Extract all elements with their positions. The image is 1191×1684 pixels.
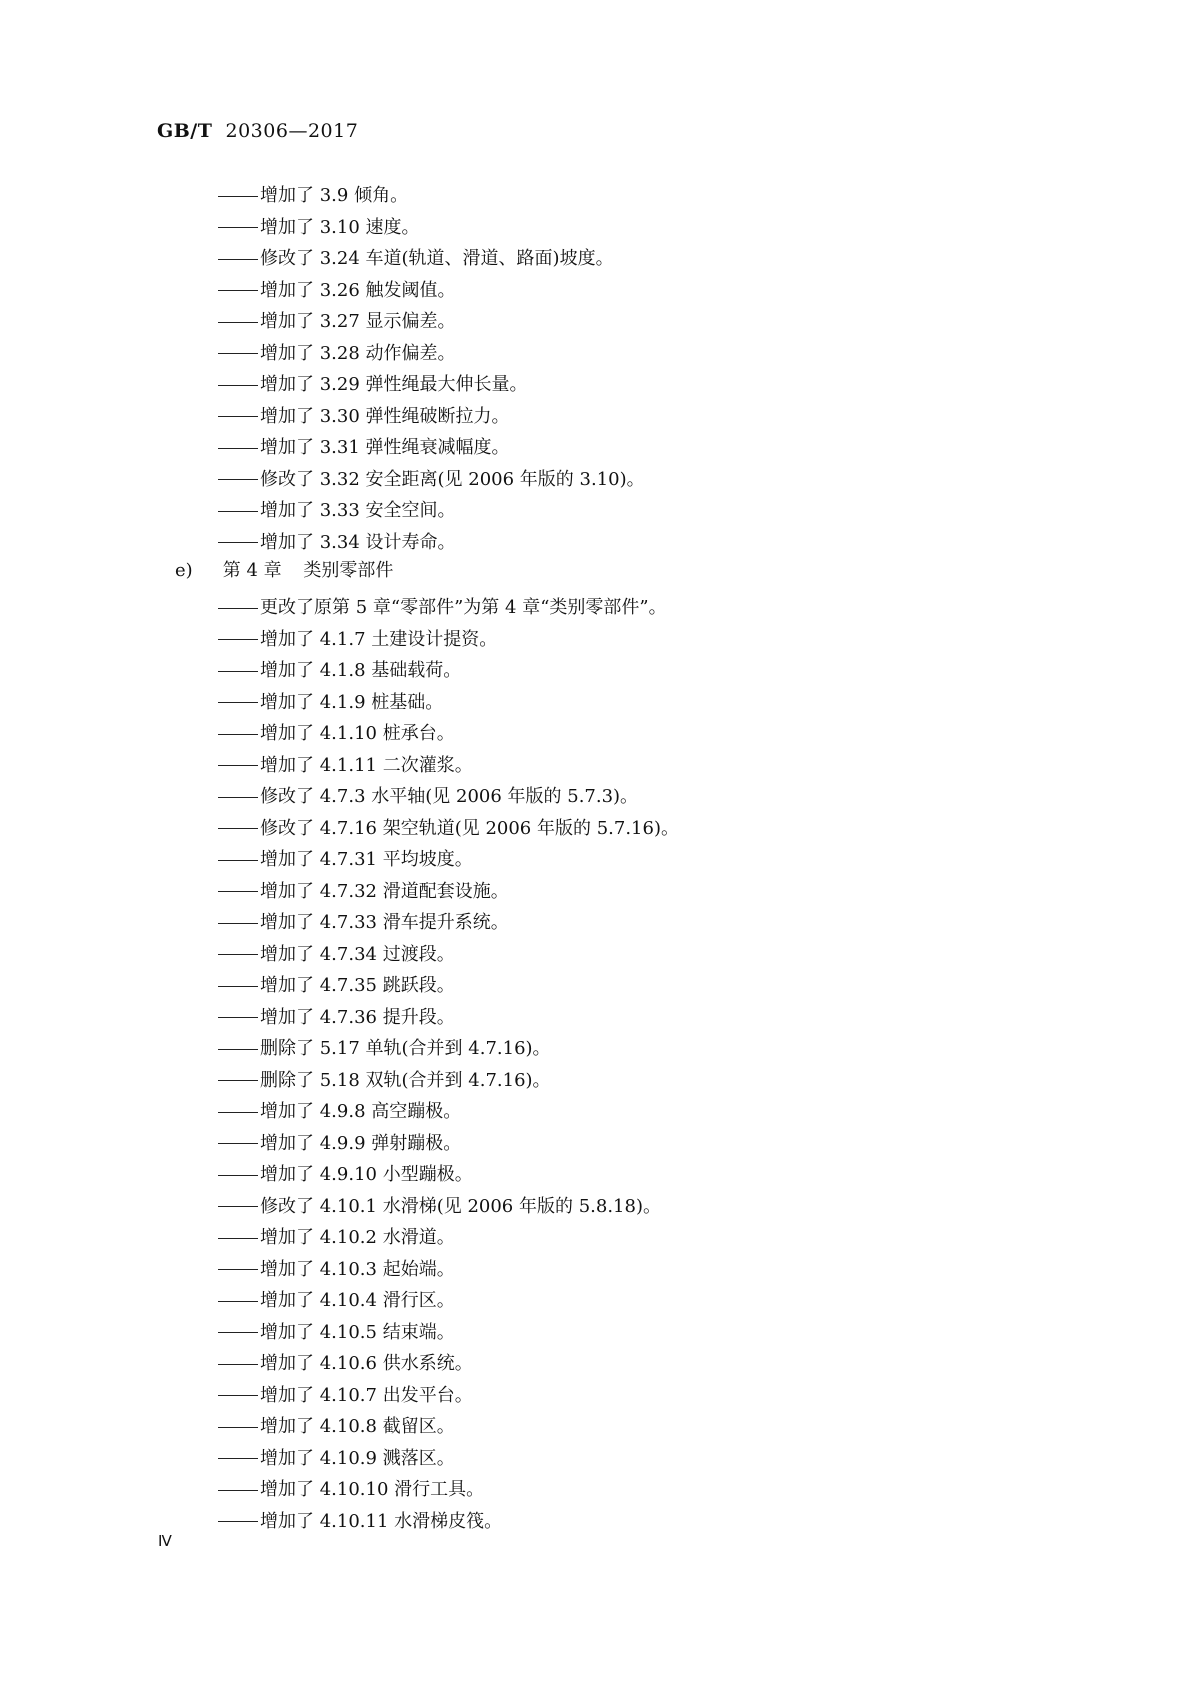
em-dash-rule — [218, 923, 258, 924]
em-dash-rule — [218, 1238, 258, 1239]
em-dash-rule — [218, 860, 258, 861]
page-number: Ⅳ — [158, 1534, 172, 1550]
list-item — [218, 1191, 679, 1223]
list-item — [218, 1443, 679, 1475]
list-item — [218, 1222, 679, 1254]
em-dash-rule — [218, 416, 258, 417]
list-item — [218, 369, 645, 401]
list-item-text: 删除了 5.17 单轨(合并到 4.7.16)。 — [260, 1038, 551, 1059]
list-item-text: 增加了 4.1.8 基础载荷。 — [260, 660, 462, 681]
em-dash-rule — [218, 954, 258, 955]
em-dash-rule — [218, 828, 258, 829]
list-item-text: 增加了 4.10.9 溅落区。 — [260, 1447, 455, 1469]
em-dash-rule — [218, 227, 258, 228]
em-dash-rule — [218, 671, 258, 672]
em-dash-rule — [218, 259, 258, 260]
list-item — [218, 1506, 679, 1538]
em-dash-rule — [218, 891, 258, 892]
em-dash-rule — [218, 1332, 258, 1333]
em-dash-rule — [218, 479, 258, 480]
standard-number: 20306—2017 — [225, 120, 359, 142]
em-dash-rule — [218, 1206, 258, 1207]
list-item-text: 增加了 3.31 弹性绳衰减幅度。 — [260, 437, 510, 458]
list-item-text: 增加了 4.1.7 土建设计提资。 — [260, 628, 498, 650]
list-item-text: 修改了 4.7.16 架空轨道(见 2006 年版的 5.7.16)。 — [260, 817, 679, 839]
list-item — [218, 1254, 679, 1286]
change-list-chapter-3 — [218, 180, 645, 558]
list-item-text: 增加了 4.10.6 供水系统。 — [260, 1353, 473, 1374]
list-item — [218, 655, 679, 687]
list-item — [218, 970, 679, 1002]
list-item-text: 增加了 4.9.10 小型蹦极。 — [260, 1164, 473, 1185]
em-dash-rule — [218, 765, 258, 766]
em-dash-rule — [218, 639, 258, 640]
list-item-text: 更改了原第 5 章“零部件”为第 4 章“类别零部件”。 — [260, 597, 667, 618]
list-item — [218, 432, 645, 464]
list-item — [218, 212, 645, 244]
em-dash-rule — [218, 1490, 258, 1491]
list-item — [218, 592, 679, 624]
list-item — [218, 275, 645, 307]
em-dash-rule — [218, 1427, 258, 1428]
list-item — [218, 1159, 679, 1191]
em-dash-rule — [218, 290, 258, 291]
list-item-text: 增加了 3.9 倾角。 — [260, 185, 409, 206]
em-dash-rule — [218, 448, 258, 449]
list-item — [218, 1380, 679, 1412]
em-dash-rule — [218, 734, 258, 735]
list-item-text: 增加了 3.33 安全空间。 — [260, 500, 456, 521]
list-item — [218, 876, 679, 908]
list-item — [218, 338, 645, 370]
section-marker: e) — [175, 560, 193, 581]
list-item-text: 增加了 4.1.9 桩基础。 — [260, 691, 444, 713]
list-item — [218, 750, 679, 782]
list-item-text: 修改了 4.7.3 水平轴(见 2006 年版的 5.7.3)。 — [260, 786, 639, 807]
list-item — [218, 1348, 679, 1380]
em-dash-rule — [218, 1458, 258, 1459]
section-title: 类别零部件 — [303, 560, 394, 581]
list-item-text: 增加了 3.30 弹性绳破断拉力。 — [260, 405, 510, 427]
list-item-text: 增加了 3.34 设计寿命。 — [260, 531, 456, 553]
em-dash-rule — [218, 385, 258, 386]
list-item-text: 增加了 3.26 触发阈值。 — [260, 279, 456, 301]
em-dash-rule — [218, 1364, 258, 1365]
list-item-text: 增加了 4.9.9 弹射蹦极。 — [260, 1132, 462, 1154]
list-item — [218, 1317, 679, 1349]
list-item — [218, 1002, 679, 1034]
list-item-text: 增加了 3.10 速度。 — [260, 216, 420, 238]
em-dash-rule — [218, 322, 258, 323]
list-item-text: 修改了 3.32 安全距离(见 2006 年版的 3.10)。 — [260, 468, 645, 490]
list-item — [218, 781, 679, 813]
change-list-chapter-4 — [218, 592, 679, 1537]
section-chapter: 第 4 章 — [222, 560, 282, 581]
list-item — [218, 624, 679, 656]
list-item-text: 增加了 4.1.11 二次灌浆。 — [260, 754, 473, 776]
em-dash-rule — [218, 797, 258, 798]
list-item — [218, 813, 679, 845]
em-dash-rule — [218, 1269, 258, 1270]
list-item — [218, 495, 645, 527]
list-item — [218, 306, 645, 338]
list-item — [218, 1285, 679, 1317]
list-item-text: 增加了 4.10.2 水滑道。 — [260, 1227, 455, 1248]
standard-prefix: GB/T — [157, 120, 213, 142]
list-item — [218, 1033, 679, 1065]
em-dash-rule — [218, 353, 258, 354]
list-item-text: 增加了 3.28 动作偏差。 — [260, 342, 456, 364]
em-dash-rule — [218, 1301, 258, 1302]
list-item-text: 增加了 4.10.7 出发平台。 — [260, 1384, 473, 1406]
list-item — [218, 1096, 679, 1128]
list-item — [218, 1474, 679, 1506]
document-header — [157, 120, 358, 142]
em-dash-rule — [218, 196, 258, 197]
list-item-text: 增加了 3.27 显示偏差。 — [260, 311, 456, 332]
em-dash-rule — [218, 1143, 258, 1144]
list-item — [218, 527, 645, 559]
list-item-text: 增加了 4.10.3 起始端。 — [260, 1258, 455, 1280]
list-item-text: 增加了 4.7.34 过渡段。 — [260, 943, 455, 965]
list-item-text: 增加了 4.7.35 跳跃段。 — [260, 975, 455, 996]
list-item — [218, 180, 645, 212]
list-item-text: 增加了 4.7.36 提升段。 — [260, 1006, 455, 1028]
list-item — [218, 1065, 679, 1097]
list-item — [218, 718, 679, 750]
list-item — [218, 1128, 679, 1160]
list-item-text: 增加了 4.9.8 高空蹦极。 — [260, 1101, 462, 1122]
list-item-text: 修改了 3.24 车道(轨道、滑道、路面)坡度。 — [260, 248, 614, 269]
list-item-text: 删除了 5.18 双轨(合并到 4.7.16)。 — [260, 1069, 551, 1091]
list-item — [218, 1411, 679, 1443]
em-dash-rule — [218, 986, 258, 987]
em-dash-rule — [218, 1175, 258, 1176]
list-item-text: 增加了 4.7.32 滑道配套设施。 — [260, 880, 509, 902]
em-dash-rule — [218, 702, 258, 703]
list-item-text: 增加了 4.10.8 截留区。 — [260, 1416, 455, 1437]
list-item — [218, 401, 645, 433]
em-dash-rule — [218, 542, 258, 543]
em-dash-rule — [218, 1112, 258, 1113]
list-item-text: 增加了 4.10.10 滑行工具。 — [260, 1479, 485, 1500]
list-item-text: 修改了 4.10.1 水滑梯(见 2006 年版的 5.8.18)。 — [260, 1195, 661, 1217]
list-item-text: 增加了 4.10.4 滑行区。 — [260, 1290, 455, 1311]
list-item-text: 增加了 4.7.31 平均坡度。 — [260, 849, 473, 870]
list-item — [218, 844, 679, 876]
section-heading-e — [175, 556, 393, 582]
list-item-text: 增加了 4.7.33 滑车提升系统。 — [260, 912, 509, 933]
em-dash-rule — [218, 1017, 258, 1018]
list-item-text: 增加了 4.10.5 结束端。 — [260, 1321, 455, 1343]
em-dash-rule — [218, 1521, 258, 1522]
list-item-text: 增加了 4.10.11 水滑梯皮筏。 — [260, 1510, 503, 1532]
list-item — [218, 243, 645, 275]
em-dash-rule — [218, 1080, 258, 1081]
em-dash-rule — [218, 1049, 258, 1050]
list-item-text: 增加了 4.1.10 桩承台。 — [260, 723, 455, 744]
list-item — [218, 907, 679, 939]
list-item — [218, 464, 645, 496]
em-dash-rule — [218, 608, 258, 609]
list-item — [218, 687, 679, 719]
em-dash-rule — [218, 1395, 258, 1396]
em-dash-rule — [218, 511, 258, 512]
list-item-text: 增加了 3.29 弹性绳最大伸长量。 — [260, 374, 528, 395]
list-item — [218, 939, 679, 971]
